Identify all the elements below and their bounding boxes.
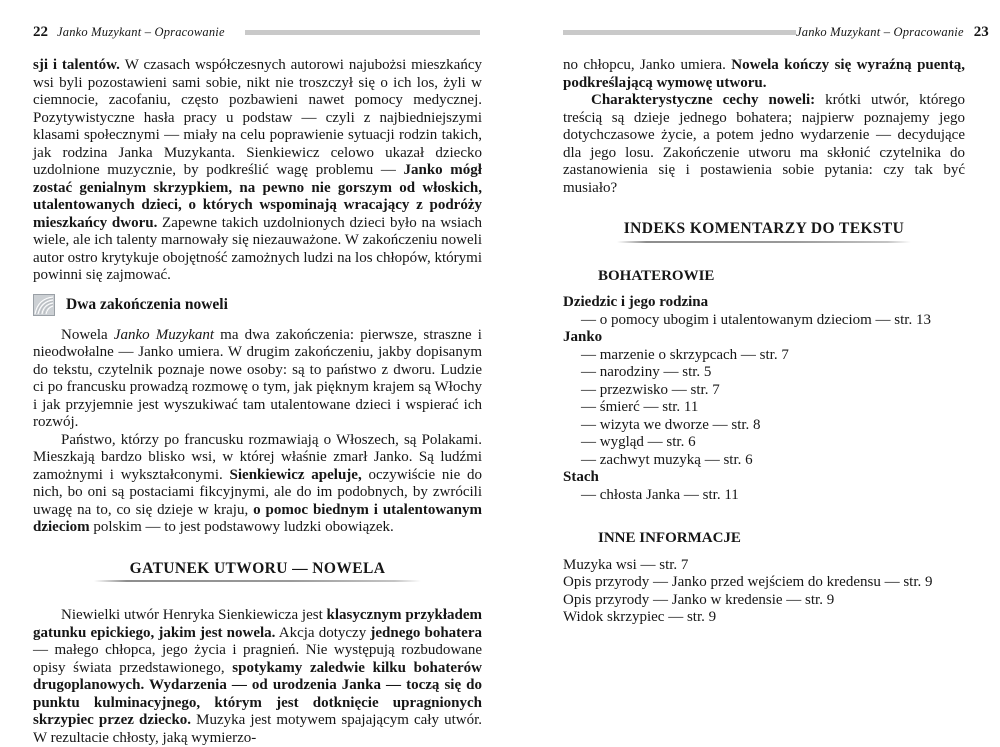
index-entry: — wizyta we dworze — str. 8 bbox=[581, 416, 761, 433]
text-segment: — małego chłopca, jego życia i pragnień. Nie występują rozbudowane opisy świata przedstawionego, bbox=[33, 642, 482, 676]
paragraph bbox=[563, 57, 965, 92]
paragraph bbox=[33, 432, 482, 537]
right-page-body bbox=[563, 57, 965, 627]
index-entry: — przezwisko — str. 7 bbox=[581, 381, 720, 398]
page-number: 23 bbox=[973, 24, 989, 40]
section-heading-label: Dwa zakończenia noweli bbox=[66, 295, 228, 313]
text-segment: Muzyka jest motywem spajającym cały utwór. W rezultacie chłosty, jaką wymierzo- bbox=[33, 712, 482, 746]
text-segment: Niewielki utwór Henryka Sienkiewicza jest bbox=[61, 607, 327, 623]
text-segment: Nowela bbox=[61, 326, 114, 343]
text-segment: Nowela kończy się wyraźną puentą, podkreślającą wymowę utworu. bbox=[563, 57, 966, 91]
info-line: Muzyka wsi — str. 7 bbox=[563, 556, 689, 573]
text-segment: Zapewne takich uzdolnionych dzieci było na wsiach wiele, ale ich talenty marnowały się niezauważone. W zakończeniu noweli autor ostro krytykuje obojętność zamożnych ludzi na los chłopów, którymi powinni się zajmować. bbox=[33, 214, 482, 283]
text-segment: Janko mógł zostać genialnym skrzypkiem, na pewno nie gorszym od włoskich, utalentowanych dzieci, o których wspominają wracający z podróży mieszkańcy dworu. bbox=[33, 162, 482, 231]
heading-label: GATUNEK UTWORU — NOWELA bbox=[129, 559, 386, 577]
paragraph bbox=[33, 607, 482, 747]
section-heading bbox=[33, 294, 482, 316]
index-group-name: Stach bbox=[563, 469, 599, 485]
index-subheading: BOHATEROWIE bbox=[598, 267, 715, 284]
text-segment: ma dwa zakończenia: pierwsze, straszne i nieodwołalne — Janko umiera. W drugim zakończeniu, jakby dopisanym do tekstu, czytelnik poznaje nowe osoby: są to państwo z dworu. Ludzie ci po francusku prowadzą rozmowę o tym, jak pięknym krajem są Włochy i jak przyjemnie jest wyszukiwać tam utalentowane dzieci i wspierać ich rozwój. bbox=[33, 326, 482, 430]
info-line: Widok skrzypiec — str. 9 bbox=[563, 609, 717, 625]
index-entry: — śmierć — str. 11 bbox=[581, 399, 699, 415]
index-entry: — chłosta Janka — str. 11 bbox=[581, 486, 739, 503]
index-entry: — narodziny — str. 5 bbox=[581, 364, 712, 380]
index-entry: — marzenie o skrzypcach — str. 7 bbox=[581, 346, 789, 363]
text-segment: krótki utwór, którego treścią są dzieje jednego bohatera; najpierw poznajemy jego dotychczasowe życie, a potem jedno wydarzenie — decydujące dla jego losu. Zakończenie utworu ma skłonić czytelnika do zastanowienia się i postawienia sobie pytania: czy tak być musiało? bbox=[563, 92, 965, 196]
index-list bbox=[563, 294, 965, 504]
index-entry: — zachwyt muzyką — str. 6 bbox=[581, 451, 753, 468]
text-segment: polskim — to jest podstawowy ludzki obowiązek. bbox=[89, 519, 394, 535]
text-segment: o pomoc biednym i utalentowanym dzieciom bbox=[33, 501, 482, 535]
index-group-name: Dziedzic i jego rodzina bbox=[563, 294, 709, 310]
text-segment: Charakterystyczne cechy noweli: bbox=[591, 92, 816, 108]
text-segment: Państwo, którzy po francusku rozmawiają o Włoszech, są Polakami. Mieszkają bardzo blisko wsi, w której właśnie zmarł Janko. Są ludźmi zamożnymi i wykształconymi. bbox=[33, 431, 482, 483]
info-line: Opis przyrody — Janko w kredensie — str. 9 bbox=[563, 591, 835, 608]
paragraph bbox=[33, 57, 482, 285]
paragraph bbox=[33, 327, 482, 432]
text-segment: Akcja dotyczy bbox=[275, 624, 371, 641]
centered-heading bbox=[563, 220, 965, 243]
info-line: Opis przyrody — Janko przed wejściem do kredensu — str. 9 bbox=[563, 574, 933, 590]
left-page-header bbox=[33, 25, 482, 40]
heading-label: INDEKS KOMENTARZY DO TEKSTU bbox=[623, 220, 905, 237]
text-segment: jednego bohatera bbox=[370, 624, 482, 641]
paragraph bbox=[563, 92, 965, 197]
centered-heading bbox=[33, 560, 482, 583]
text-segment: klasycznym przykładem gatunku epickiego, jakim jest nowela. bbox=[33, 607, 482, 641]
info-list bbox=[563, 557, 965, 627]
heading-rule bbox=[94, 580, 422, 582]
text-segment: spotykamy zaledwie kilku bohaterów drugoplanowych. Wydarzenia — od urodzenia Janka — toczą się do punktu kulminacyjnego, którym jest dotknięcie upragnionych skrzypiec przez dziecko. bbox=[33, 659, 482, 728]
right-page bbox=[563, 0, 989, 712]
index-entry: — wygląd — str. 6 bbox=[581, 434, 696, 450]
text-segment: no chłopcu, Janko umiera. bbox=[563, 57, 732, 73]
index-subheading: INNE INFORMACJE bbox=[598, 530, 741, 546]
page-number: 22 bbox=[33, 24, 48, 40]
running-title: Janko Muzykant – Opracowanie bbox=[796, 25, 964, 39]
text-segment: sji i talentów. bbox=[33, 57, 125, 73]
running-title: Janko Muzykant – Opracowanie bbox=[57, 25, 225, 39]
left-page bbox=[33, 0, 482, 746]
ornament-icon bbox=[33, 294, 55, 316]
header-rule-bar bbox=[563, 30, 796, 35]
index-entry: — o pomocy ubogim i utalentowanym dzieciom — str. 13 bbox=[581, 311, 931, 328]
left-page-body bbox=[33, 57, 482, 747]
text-segment: Sienkiewicz apeluje, bbox=[229, 466, 362, 483]
heading-rule bbox=[617, 241, 910, 243]
text-segment: oczywiście nie do nich, bo oni są postaciami fikcyjnymi, ale do im podobnych, by zwrócili uwagę na to, co się dzieje w kraju, bbox=[33, 466, 482, 518]
index-group-name: Janko bbox=[563, 329, 603, 345]
right-page-header bbox=[563, 24, 989, 40]
text-segment: W czasach współczesnych autorowi najubożsi mieszkańcy wsi byli pozostawieni sami sobie, nikt nie troszczył się o ich los, żyli w ciemnocie, zacofaniu, często pozbawieni nawet pomocy medycznej. Pozytywistyczne hasła pracy u podstaw — czyli z najbiedniejszymi klasami społecznymi — miały na celu poprawienie sytuacji rodzin takich, jak rodzina Janka Muzykanta. Sienkiewicz celowo ukazał dziecko uzdolnione muzycznie, by podkreślić wagę problemu — bbox=[33, 57, 482, 178]
header-rule-bar bbox=[245, 30, 480, 35]
text-segment: Janko Muzykant bbox=[113, 326, 215, 343]
